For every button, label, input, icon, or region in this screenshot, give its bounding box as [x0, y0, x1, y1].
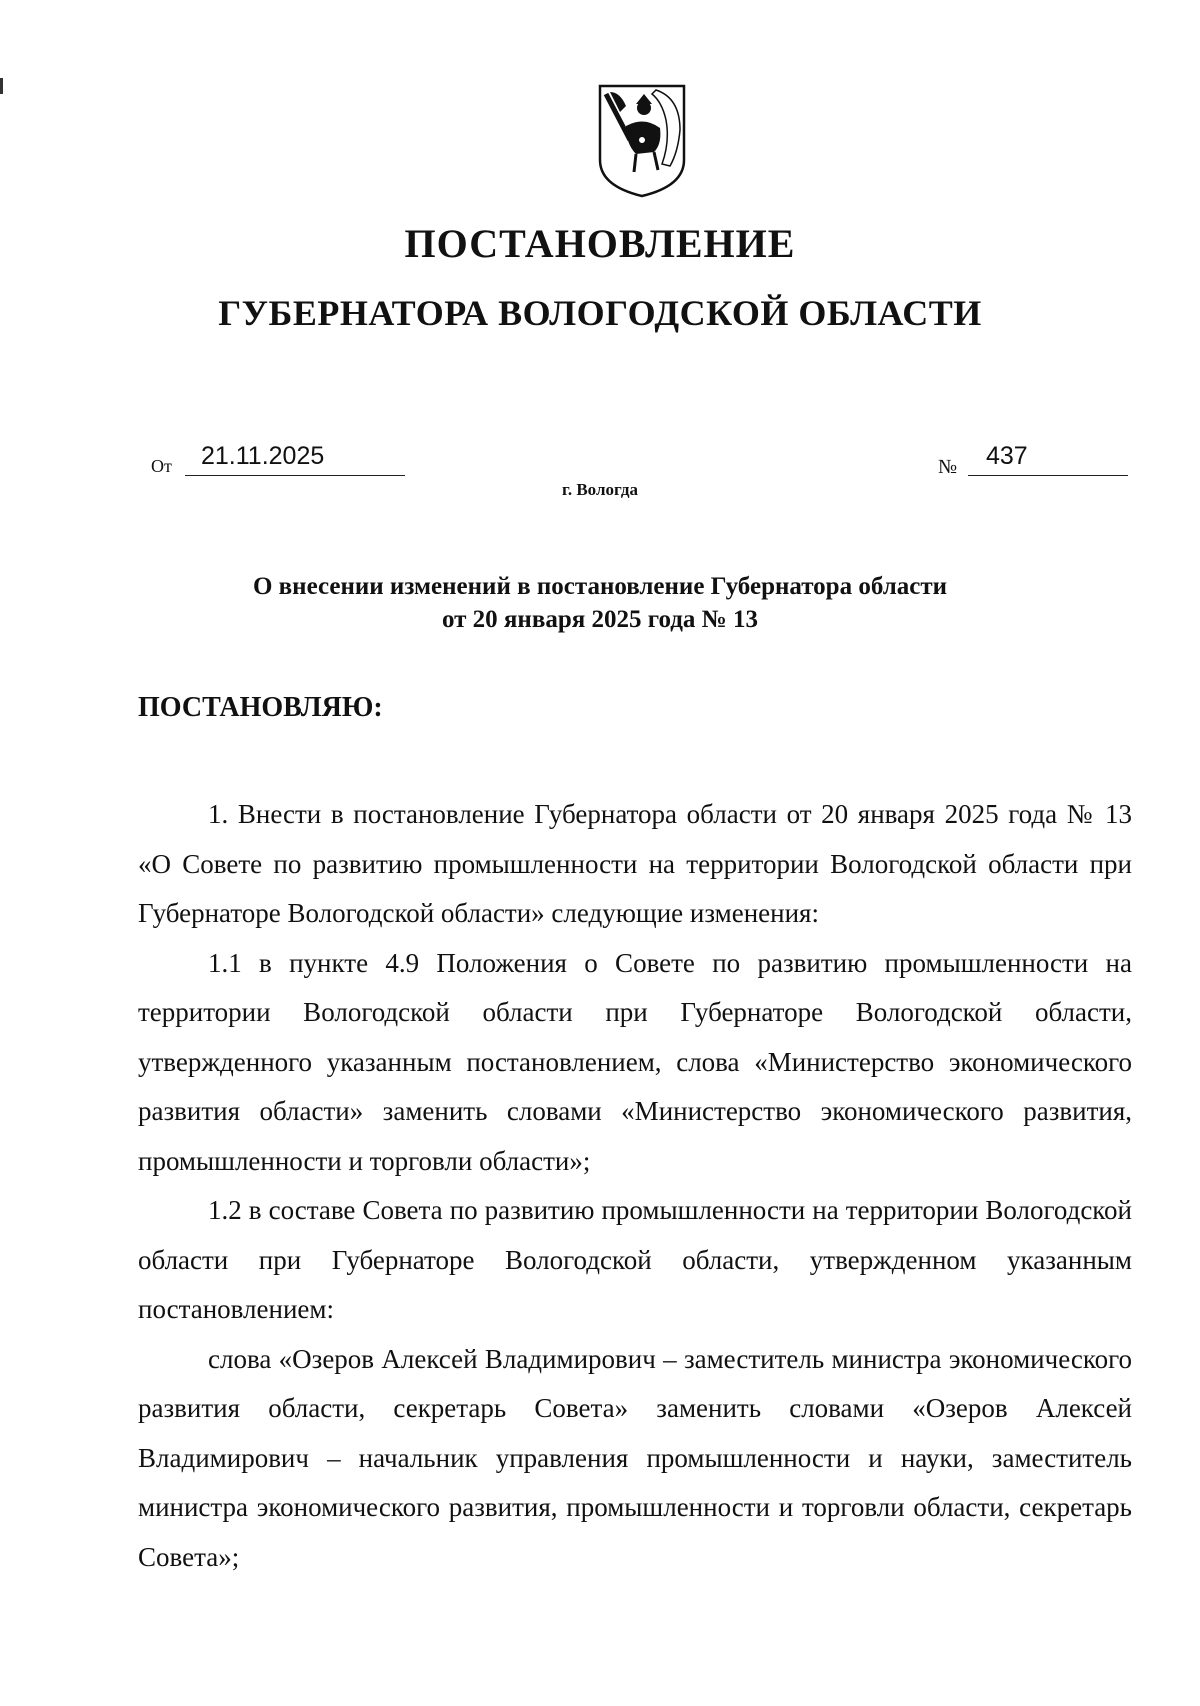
document-title: ПОСТАНОВЛЕНИЕ: [404, 221, 796, 266]
paragraph-1-2-words: слова «Озеров Алексей Владимирович – заместитель министра экономического развития области, секретарь Совета» заменить словами «Озеров Алексей Владимирович – начальник управления промышленности и науки, заместитель министра экономического развития, промышленности и торговли области, секретарь Совета»;: [138, 1343, 1132, 1572]
paragraph-1-2: 1.2 в составе Совета по развитию промышленности на территории Вологодской области при Губернаторе Вологодской области, утвержденном указанным постановлением:: [138, 1195, 1132, 1324]
document-subject: [140, 570, 1060, 636]
document-issuer: ГУБЕРНАТОРА ВОЛОГОДСКОЙ ОБЛАСТИ: [218, 293, 982, 333]
coat-of-arms-icon: [596, 82, 688, 198]
decree-heading: ПОСТАНОВЛЯЮ:: [138, 692, 383, 723]
document-body: [138, 790, 1132, 1582]
paragraph-1: 1. Внести в постановление Губернатора области от 20 января 2025 года № 13 «О Совете по развитию промышленности на территории Вологодской области при Губернаторе Вологодской области» следующие изменения:: [138, 799, 1132, 928]
subject-line-1: О внесении изменений в постановление Губернатора области: [252, 573, 948, 600]
date-label: От: [151, 456, 172, 476]
document-date: 21.11.2025: [185, 442, 405, 476]
number-label: №: [938, 456, 958, 478]
document-number: 437: [968, 442, 1128, 476]
issue-city: г. Вологда: [562, 480, 638, 499]
subject-line-2: от 20 января 2025 года № 13: [441, 606, 759, 633]
scan-edge-mark: [0, 78, 3, 94]
paragraph-1-1: 1.1 в пункте 4.9 Положения о Совете по развитию промышленности на территории Вологодской области при Губернаторе Вологодской области, утвержденного указанным постановлением, слова «Министерство экономического развития области» заменить словами «Министерство экономического развития, промышленности и торговли области»;: [138, 947, 1132, 1176]
